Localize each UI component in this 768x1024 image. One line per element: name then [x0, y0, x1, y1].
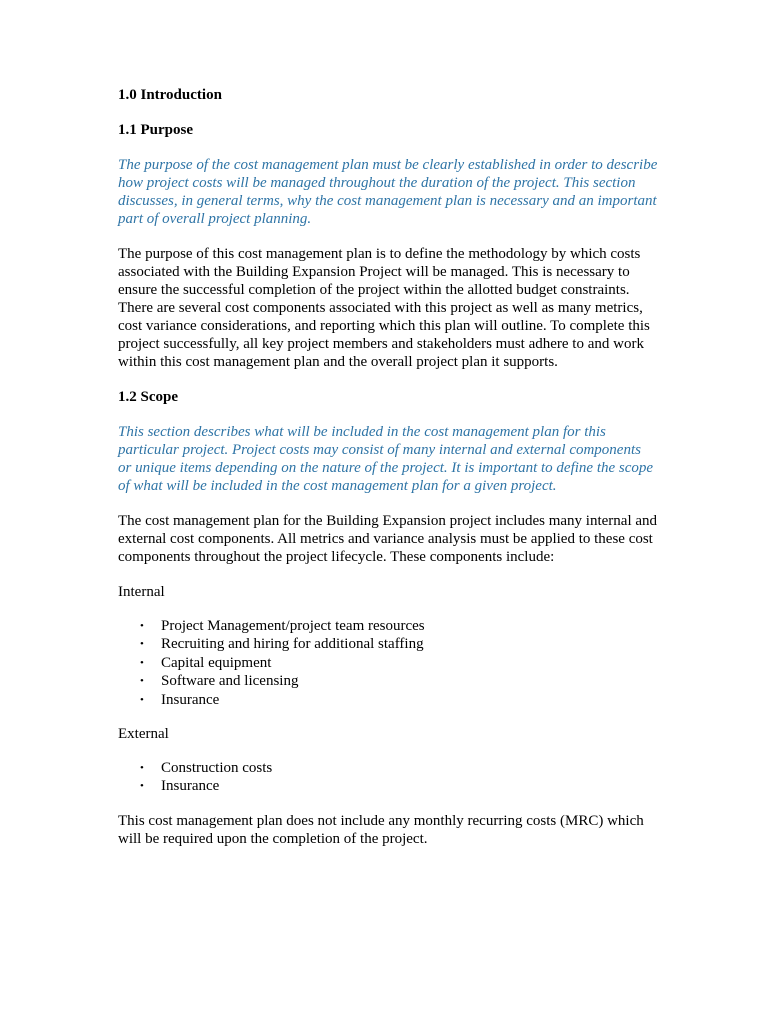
bullet-icon: • [140, 656, 144, 669]
list-item [118, 777, 658, 795]
list-item-text: Recruiting and hiring for additional staffing [161, 636, 424, 653]
list-item-text: Capital equipment [161, 654, 272, 671]
section-heading-purpose: 1.1 Purpose [118, 122, 193, 138]
list-item [118, 759, 658, 777]
section-heading-scope: 1.2 Scope [118, 389, 178, 405]
list-item-text: Project Management/project team resources [161, 618, 425, 634]
closing-text: This cost management plan does not include any monthly recurring costs (MRC) which will be required upon the completion of the project. [118, 812, 644, 847]
list-item [118, 691, 658, 709]
bullet-icon: • [140, 638, 144, 651]
list-item [118, 617, 658, 635]
bullet-icon: • [140, 620, 144, 632]
external-label: External [118, 726, 169, 743]
scope-guidance-text: This section describes what will be included in the cost management plan for this particular project. Project costs may consist of many internal and external components or unique items depending on the nature of the project. It is important to define the scope of what will be included in the cost management plan for a given project. [118, 424, 654, 494]
document-page [118, 86, 658, 865]
internal-components-list [118, 617, 658, 709]
list-item-text: Software and licensing [161, 673, 299, 690]
purpose-guidance-text: The purpose of the cost management plan must be clearly established in order to describe how project costs will be managed throughout the duration of the project. This section discusses, in general terms, why the cost management plan is necessary and an important part of overall project planning. [118, 157, 658, 227]
bullet-icon: • [140, 675, 144, 688]
scope-body-text: The cost management plan for the Building Expansion project includes many internal and external cost components. All metrics and variance analysis must be applied to these cost components throughout the project lifecycle. These components include: [118, 513, 658, 565]
list-item-text: Construction costs [161, 760, 273, 777]
list-item-text: Insurance [161, 778, 220, 795]
list-item [118, 635, 658, 653]
internal-label: Internal [118, 584, 165, 600]
external-components-list [118, 759, 658, 796]
list-item-text: Insurance [161, 691, 220, 708]
bullet-icon: • [140, 780, 144, 793]
bullet-icon: • [140, 762, 144, 775]
section-heading-introduction: 1.0 Introduction [118, 87, 222, 103]
list-item [118, 654, 658, 672]
list-item [118, 672, 658, 690]
purpose-body-text: The purpose of this cost management plan is to define the methodology by which costs associated with the Building Expansion Project will be managed. This is necessary to ensure the successful completion of the project within the allotted budget constraints. There are several cost components associated with this project as well as many metrics, cost variance considerations, and reporting which this plan will outline. To complete this project successfully, all key project members and stakeholders must adhere to and work within this cost management plan and the overall project plan it supports. [118, 246, 650, 370]
bullet-icon: • [140, 693, 144, 706]
